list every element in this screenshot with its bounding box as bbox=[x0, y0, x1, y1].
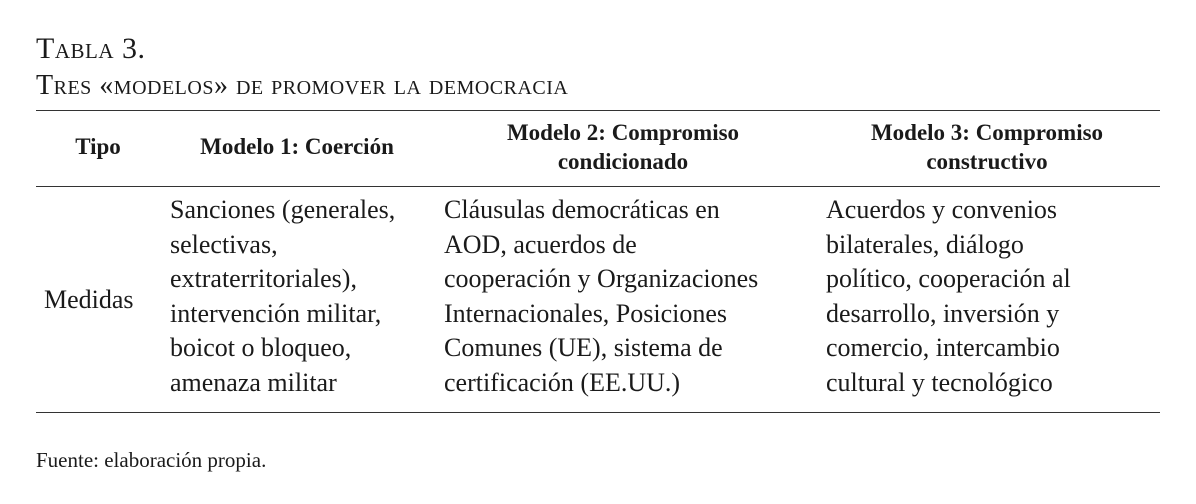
cell-model-1-medidas bbox=[170, 193, 436, 400]
header-model-1: Modelo 1: Coerción bbox=[200, 134, 394, 159]
cell-line: certificación (EE.UU.) bbox=[444, 367, 681, 397]
header-model-3 bbox=[816, 118, 1158, 176]
cell-model-3-medidas bbox=[826, 193, 1160, 400]
table-top-rule bbox=[36, 110, 1160, 111]
cell-line: desarrollo, inversión y bbox=[826, 298, 1060, 328]
header-model-3-line: Modelo 3: Compromiso bbox=[870, 120, 1104, 145]
cell-line: selectivas, bbox=[170, 229, 278, 259]
cell-line: comercio, intercambio bbox=[826, 333, 1060, 362]
cell-model-2-medidas bbox=[444, 193, 812, 400]
cell-line: político, cooperación al bbox=[826, 264, 1071, 293]
cell-line: Sanciones (generales, bbox=[170, 195, 396, 224]
cell-line: Comunes (UE), sistema de bbox=[444, 333, 723, 362]
table-title: Tres «modelos» de promover la democracia bbox=[36, 70, 569, 101]
header-model-3-line: constructivo bbox=[926, 149, 1048, 174]
cell-line: boicot o bloqueo, bbox=[170, 333, 352, 362]
table-label: Tabla 3. bbox=[36, 32, 146, 65]
cell-line: cooperación y Organizaciones bbox=[444, 264, 759, 293]
cell-line: Internacionales, Posiciones bbox=[444, 298, 728, 328]
cell-line: amenaza militar bbox=[170, 367, 337, 397]
header-model-2-line: condicionado bbox=[557, 149, 689, 174]
header-model-2-line: Modelo 2: Compromiso bbox=[506, 120, 740, 145]
header-model-2 bbox=[440, 118, 806, 176]
source-note: Fuente: elaboración propia. bbox=[36, 448, 267, 472]
header-tipo: Tipo bbox=[75, 134, 121, 159]
cell-line: AOD, acuerdos de bbox=[444, 229, 637, 259]
row-label-medidas: Medidas bbox=[44, 285, 134, 314]
cell-line: intervención militar, bbox=[170, 298, 382, 328]
table-bottom-rule bbox=[36, 412, 1160, 413]
cell-line: cultural y tecnológico bbox=[826, 367, 1053, 397]
cell-line: bilaterales, diálogo bbox=[826, 229, 1024, 259]
table-header-rule bbox=[36, 186, 1160, 187]
cell-line: Acuerdos y convenios bbox=[826, 195, 1058, 224]
cell-line: extraterritoriales), bbox=[170, 264, 357, 293]
cell-line: Cláusulas democráticas en bbox=[444, 195, 720, 224]
